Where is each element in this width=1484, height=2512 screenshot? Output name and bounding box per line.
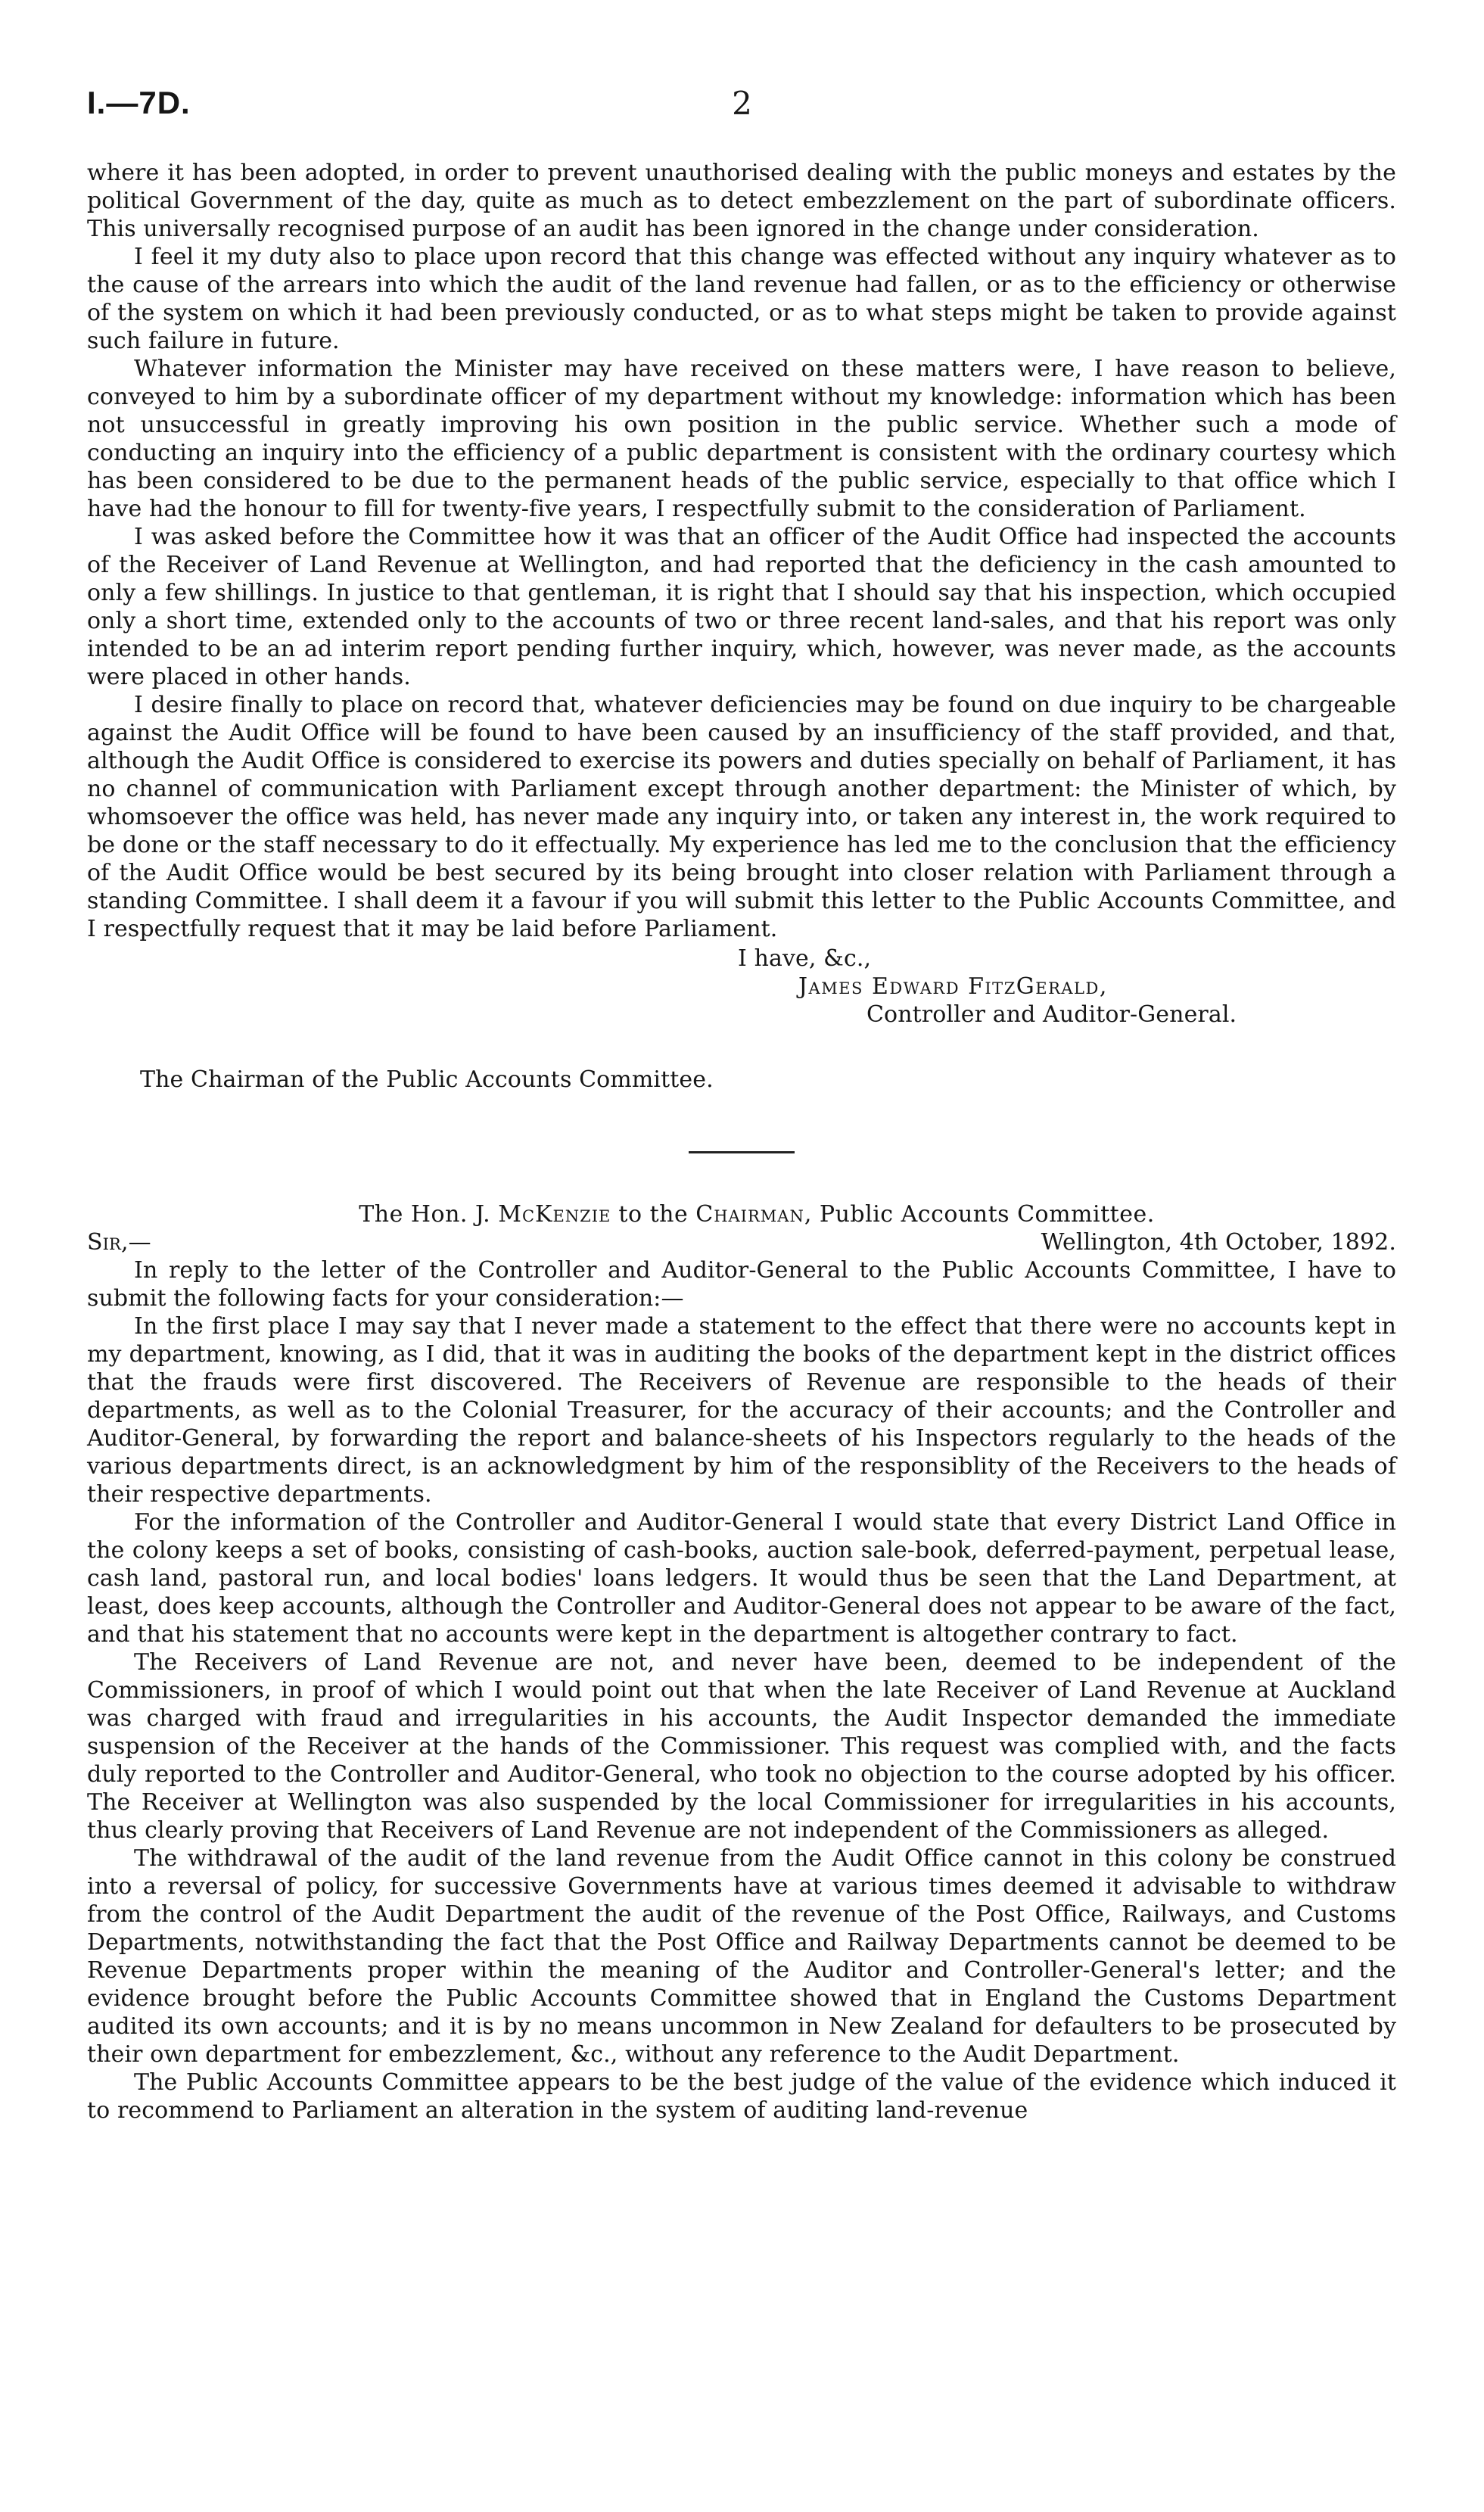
paragraph: I desire finally to place on record that, whatever deficiencies may be found on due inquiry to be chargeable against the Audit Office will be found to have been caused by an insufficiency of the staff provided, and that, although the Audit Office is considered to exercise its powers and duties specially on behalf of Parliament, it has no channel of communication with Parliament except through another department: the Minister of which, by whomsoever the office was held, has never made any inquiry into, or taken any interest in, the work required to be done or the staff necessary to do it effectually. My experience has led me to the conclusion that the efficiency of the Audit Office would be best secured by its being brought into closer relation with Parliament through a standing Committee. I shall deem it a favour if you will submit this letter to the Public Accounts Committee, and I respectfully request that it may be laid before Parliament.: [87, 692, 1396, 942]
paragraph: The Public Accounts Committee appears to be the best judge of the value of the evidence which induced it to recommend to Parliament an alteration in the system of auditing land-revenue: [87, 2069, 1396, 2124]
heading-prefix: The Hon. J.: [359, 1201, 499, 1228]
heading-mid: to the: [611, 1201, 696, 1228]
heading-chairman: Chairman: [695, 1201, 804, 1228]
salutation-row: [87, 1228, 1396, 1256]
page-header: [87, 85, 1397, 130]
place-date: Wellington, 4th October, 1892.: [1041, 1229, 1396, 1256]
salutation: Sir,—: [87, 1229, 151, 1256]
paragraph: I was asked before the Committee how it was that an officer of the Audit Office had inspected the accounts of the Receiver of Land Revenue at Wellington, and had reported that the deficiency in the cash amounted to only a few shillings. In justice to that gentleman, it is right that I should say that his inspection, which occupied only a short time, extended only to the accounts of two or three recent land-sales, and that his report was only intended to be an ad interim report pending further inquiry, which, however, was never made, as the accounts were placed in other hands.: [87, 524, 1396, 690]
page-number: 2: [732, 85, 752, 122]
paragraph: In the first place I may say that I never made a statement to the effect that there were no accounts kept in my department, knowing, as I did, that it was in auditing the books of the department kept in the district offices that the frauds were first discovered. The Receivers of Revenue are responsible to the heads of their departments, as well as to the Colonial Treasurer, for the accuracy of their accounts; and the Controller and Auditor-General, by forwarding the report and balance-sheets of his Inspectors regularly to the heads of the various departments direct, is an acknowledgment by him of the responsiblity of the Receivers to the heads of their respective departments.: [87, 1313, 1396, 1508]
paragraph: In reply to the letter of the Controller and Auditor-General to the Public Accounts Committee, I have to submit the following facts for your consideration:—: [87, 1257, 1396, 1312]
addressee: The Chairman of the Public Accounts Committee.: [140, 1066, 714, 1093]
letter-heading: [117, 1200, 1396, 1228]
document-reference: I.—7D.: [87, 85, 191, 120]
signature-block: [87, 945, 1396, 1058]
signatory-name: James Edward FitzGerald,: [798, 973, 1108, 1000]
signatory-title: Controller and Auditor-General.: [866, 1001, 1237, 1028]
heading-name: McKenzie: [498, 1201, 611, 1228]
heading-suffix: , Public Accounts Committee.: [804, 1201, 1155, 1228]
paragraph: Whatever information the Minister may have received on these matters were, I have reason to believe, conveyed to him by a subordinate officer of my department without my knowledge: information which has been not unsuccessful in greatly improving his own position in the public service. Whether such a mode of conducting an inquiry into the efficiency of a public department is consistent with the ordinary courtesy which has been considered to be due to the permanent heads of the public service, especially to that office which I have had the honour to fill for twenty-five years, I respectfully submit to the consideration of Parliament.: [87, 356, 1396, 522]
paragraph: For the information of the Controller and Auditor-General I would state that every District Land Office in the colony keeps a set of books, consisting of cash-books, auction sale-book, deferred-payment, perpetual lease, cash land, pastoral run, and local bodies' loans ledgers. It would thus be seen that the Land Department, at least, does keep accounts, although the Controller and Auditor-General does not appear to be aware of the fact, and that his statement that no accounts were kept in the department is altogether contrary to fact.: [87, 1509, 1396, 1648]
paragraph: The Receivers of Land Revenue are not, and never have been, deemed to be independent of the Commissioners, in proof of which I would point out that when the late Receiver of Land Revenue at Auckland was charged with fraud and irregularities in his accounts, the Audit Inspector demanded the immediate suspension of the Receiver at the hands of the Commissioner. This request was complied with, and the facts duly reported to the Controller and Auditor-General, who took no objection to the course adopted by his officer. The Receiver at Wellington was also suspended by the local Commissioner for irregularities in his accounts, thus clearly proving that Receivers of Land Revenue are not independent of the Commissioners as alleged.: [87, 1649, 1396, 1844]
paragraph: I feel it my duty also to place upon record that this change was effected without any inquiry whatever as to the cause of the arrears into which the audit of the land revenue had fallen, or as to the efficiency or otherwise of the system on which it had been previously conducted, or as to what steps might be taken to provide against such failure in future.: [87, 244, 1396, 354]
paragraph: where it has been adopted, in order to prevent unauthorised dealing with the public moneys and estates by the political Government of the day, quite as much as to detect embezzlement on the part of subordinate officers. This universally recognised purpose of an audit has been ignored in the change under consideration.: [87, 160, 1396, 242]
paragraph: The withdrawal of the audit of the land revenue from the Audit Office cannot in this colony be construed into a reversal of policy, for successive Governments have at various times deemed it advisable to withdraw from the control of the Audit Department the audit of the revenue of the Post Office, Railways, and Customs Departments, notwithstanding the fact that the Post Office and Railway Departments cannot be deemed to be Revenue Departments proper within the meaning of the Auditor and Controller-General's letter; and the evidence brought before the Public Accounts Committee showed that in England the Customs Department audited its own accounts; and it is by no means uncommon in New Zealand for defaulters to be prosecuted by their own department for embezzlement, &c., without any reference to the Audit Department.: [87, 1845, 1396, 2068]
document-body: [87, 159, 1396, 2124]
closing: I have, &c.,: [738, 945, 872, 972]
section-divider: [689, 1151, 795, 1153]
